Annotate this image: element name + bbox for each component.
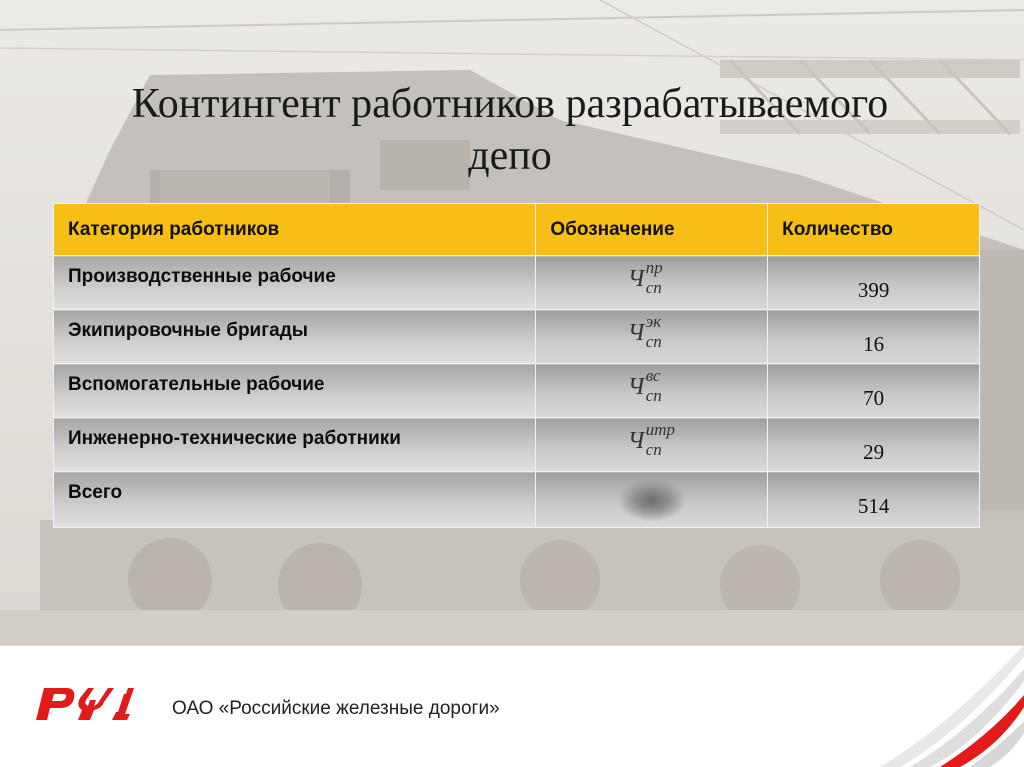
header-symbol: Обозначение xyxy=(536,204,768,256)
blurred-mark xyxy=(617,478,687,522)
cell-quantity: 70 xyxy=(768,364,980,418)
table-row-total xyxy=(54,472,980,528)
table-header-row xyxy=(54,204,980,256)
cell-category: Вспомогательные рабочие xyxy=(54,364,536,418)
title-line-1: Контингент работников разрабатываемого xyxy=(131,81,889,127)
cell-category: Экипировочные бригады xyxy=(54,310,536,364)
cell-symbol xyxy=(536,256,768,310)
title-line-2: депо xyxy=(468,133,552,179)
cell-symbol xyxy=(536,364,768,418)
rzd-logo xyxy=(32,680,136,724)
page-title xyxy=(60,78,960,182)
workers-table xyxy=(53,203,980,528)
cell-quantity: 16 xyxy=(768,310,980,364)
table-row xyxy=(54,364,980,418)
formula-symbol: Ч пр сп xyxy=(627,258,663,297)
company-name: ОАО «Российские железные дороги» xyxy=(172,698,500,719)
formula-symbol: Ч итр сп xyxy=(627,420,676,459)
cell-quantity: 514 xyxy=(768,472,980,528)
cell-quantity: 399 xyxy=(768,256,980,310)
cell-quantity: 29 xyxy=(768,418,980,472)
decorative-stripes xyxy=(840,645,1024,767)
table-row xyxy=(54,310,980,364)
cell-symbol-empty xyxy=(536,472,768,528)
formula-symbol: Ч эк сп xyxy=(627,312,662,351)
table-row xyxy=(54,418,980,472)
cell-category: Всего xyxy=(54,472,536,528)
cell-symbol xyxy=(536,418,768,472)
cell-category: Производственные рабочие xyxy=(54,256,536,310)
cell-symbol xyxy=(536,310,768,364)
formula-symbol: Ч вс сп xyxy=(627,366,662,405)
header-category: Категория работников xyxy=(54,204,536,256)
table-row xyxy=(54,256,980,310)
cell-category: Инженерно-технические работники xyxy=(54,418,536,472)
header-quantity: Количество xyxy=(768,204,980,256)
